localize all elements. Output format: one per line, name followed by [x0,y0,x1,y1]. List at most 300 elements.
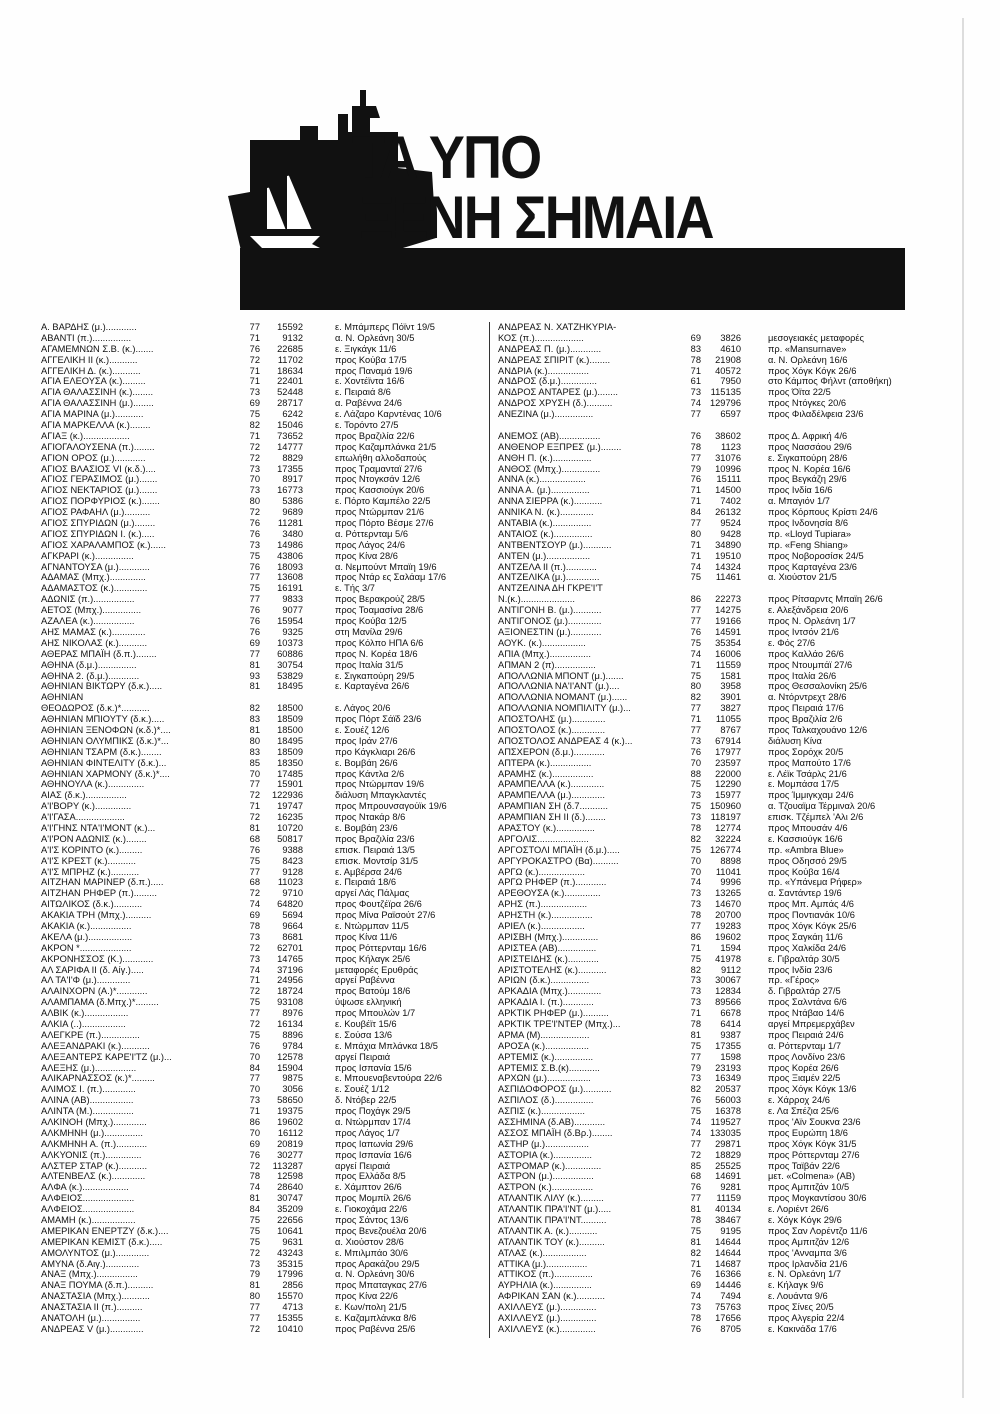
tonnage: 13608 [277,572,303,583]
ship-entry-row [498,1193,958,1204]
build-year: 74 [249,1182,260,1193]
ship-name: ΑΝΑΣΤΑΣΙΑ (Μπχ.)........... [41,1291,150,1302]
ship-entry-row [41,910,491,921]
status: ε. Λάγος 20/6 [335,703,391,714]
status: προς Ν. Κορέα 18/6 [335,648,418,659]
build-year: 72 [249,790,260,801]
ship-entry-row [41,714,491,725]
status: προς Κήλαγκ 25/6 [335,953,411,964]
ship-name: ΑΡΑΜΗΣ (κ.)................ [498,768,594,779]
ship-entry-row [41,747,491,758]
ship-entry-row [498,823,958,834]
ship-entry-row [41,986,491,997]
ship-entry-row [41,529,491,540]
tonnage: 11702 [277,354,303,365]
tonnage: 14777 [277,441,303,452]
ship-entry-row [41,943,491,954]
build-year: 73 [249,463,260,474]
tonnage: 133035 [709,1127,741,1138]
ship-entry-row [41,671,491,682]
ship-name: ΑΛΕΞΑΝΔΡΑΚΙ (κ.)........... [41,1040,150,1051]
status: προς Ντάρ ες Σαλάαμ 17/6 [335,572,447,583]
ship-name: ΑΜΑΜΗ (κ.)................. [41,1215,136,1226]
ship-entry-row [498,943,958,954]
ship-entry-row [498,464,958,475]
ship-name: ΑΝΝΑ ΣΙΕΡΡΑ (κ.)........... [498,496,603,507]
status: ε. Καζαμπλάνκα 8/6 [335,1313,417,1324]
ship-entry-row [498,355,958,366]
tonnage: 3826 [720,332,741,343]
tonnage: 17977 [715,746,741,757]
status: προς Μαπούτο 17/6 [768,757,851,768]
build-year: 75 [249,550,260,561]
ship-name: ΑΘΗΝΙΑΝ ΒΙΚΤΩΡΥ (δ.κ.)..... [41,681,163,692]
build-year: 84 [249,1062,260,1073]
status: α. Νεμπούντ Μπαϊη 19/6 [335,561,437,572]
ship-name: ΑΞΙΟΝΕΣΤΙΝ (μ.)............ [498,626,602,637]
ship-entry-row [41,496,491,507]
ship-entry-row [498,1313,958,1324]
status: ε. Γιοκοχάμα 22/6 [335,1204,408,1215]
build-year: 77 [249,866,260,877]
tonnage: 113287 [272,1160,303,1171]
build-year: 75 [690,1225,701,1236]
ship-name: ΑΛΒΙΚ (κ.)................. [41,1008,129,1019]
tonnage: 50817 [277,833,303,844]
ship-name: ΑΤΤΙΚΑ (μ.)................ [498,1258,588,1269]
ship-name: ΑΜΕΡΙΚΑΝ ΚΕΜΙΣΤ (δ.κ.)..... [41,1236,163,1247]
build-year: 73 [690,790,701,801]
build-year: 72 [249,441,260,452]
build-year: 78 [690,910,701,921]
build-year: 71 [249,430,260,441]
build-year: 72 [249,812,260,823]
build-year: 72 [249,1160,260,1171]
ship-entry-row [498,856,958,867]
tonnage: 16006 [715,648,741,659]
ship-name: ΑΡΑΜΠΙΑΝ ΣΗ (δ.7........... [498,801,608,812]
status: προς Χόγκ Κόγκ 25/6 [768,920,857,931]
ship-entry-row [498,986,958,997]
tonnage: 8896 [282,1029,303,1040]
ship-name: ΑΓΙΑ ΜΑΡΚΕΛΛΑ (κ.)........ [41,420,151,431]
build-year: 71 [690,1008,701,1019]
status: προς Ρίτσαρντς Μπαϊη 26/6 [768,594,883,605]
ship-entry-row [498,1280,958,1291]
status: προς Μπουλών 1/7 [335,1008,416,1019]
tonnage: 9132 [282,332,303,343]
status: προς Ιράν 27/6 [335,735,398,746]
status: προς Κούβα 17/5 [335,354,407,365]
status: ε. Λα Σπέζια 25/6 [768,1106,839,1117]
ship-entry-row [41,899,491,910]
ship-name: ΑΓΙΑ ΘΑΛΑΣΣΙΝΗ (κ.)........ [41,387,154,398]
title-line-2: ΞΕΝΗ ΣΗΜΑΙΑ [359,184,713,252]
ship-name: ΑΣΤΡΟΝ (μ.)................ [498,1171,594,1182]
build-year: 75 [690,572,701,583]
build-year: 82 [249,420,260,431]
ship-entry-row [498,638,958,649]
ship-entry-row [498,1019,958,1030]
ship-name: ΑΡΗΣ (π.).................. [498,899,588,910]
tonnage: 7950 [720,376,741,387]
build-year: 77 [249,322,260,332]
status: προς Κόρπους Κρίστι 24/6 [768,507,878,518]
tonnage: 9664 [282,920,303,931]
status: επισκ. Πειραιά 13/5 [335,844,415,855]
ship-name: ΑΘΕΡΑΣ ΜΠΑΪΗ (δ.π.)........ [41,648,157,659]
tonnage: 67914 [715,735,741,746]
ship-entry-row [498,736,958,747]
ship-entry-row [498,1248,958,1259]
build-year: 76 [249,518,260,529]
status: προς Βεγκάζη 29/6 [768,474,847,485]
status: προς Ταλκαχουάνο 12/6 [768,724,868,735]
ship-name: ΑΛΕΓΚΡΕ (π.)............... [41,1029,140,1040]
build-year: 69 [249,910,260,921]
build-year: 80 [249,1291,260,1302]
ship-entry-row [41,1171,491,1182]
build-year: 73 [690,1302,701,1313]
status: α. Χιούστον 28/6 [335,1236,404,1247]
ship-entry-row [498,834,958,845]
ship-name: ΑΝΔΡΟΣ ΧΡΥΣΗ (δ.).......... [498,398,613,409]
ship-entry-row [498,769,958,780]
status: προς Πειραιά 24/6 [768,1029,844,1040]
ship-entry-row [498,409,958,420]
build-year: 61 [690,376,701,387]
build-year: 88 [690,768,701,779]
ship-entry-row [498,333,958,344]
status: προς Μπουσάν 4/6 [768,822,848,833]
build-year: 71 [690,485,701,496]
ship-name: ΑΝΤΕΝ (μ.)................. [498,550,591,561]
tonnage: 15977 [715,790,741,801]
ship-entry-row [498,616,958,627]
ship-name: ΑΠΟΣΤΟΛΟΣ (κ.)............. [498,724,606,735]
ship-entry-row [498,322,958,333]
build-year: 76 [690,1323,701,1334]
ship-entry-row [498,376,958,387]
build-year: 73 [249,539,260,550]
status: πρ. «Mansurnave» [768,343,847,354]
build-year: 75 [690,670,701,681]
tonnage: 16235 [277,812,303,823]
status: προς Κίνα 22/6 [335,1291,398,1302]
status: προς Ελλάδα 8/5 [335,1171,406,1182]
status: προς Ρόττερνταμ 16/6 [335,942,427,953]
tonnage: 34890 [715,539,741,550]
build-year: 78 [690,354,701,365]
build-year: 77 [249,779,260,790]
build-year: 83 [249,746,260,757]
status: προς Αρακάζου 29/5 [335,1258,420,1269]
ship-name: ΑΣΣΟΣ ΜΠΑΪΗ (δ.Βρ.)........ [498,1127,613,1138]
ship-name: ΑΝΤΙΓΟΝΗ Β. (μ.)........... [498,605,602,616]
status: προς Καζαμπλάνκα 21/5 [335,441,437,452]
ship-name: ΑΜΟΛΥΝΤΟΣ (μ.)............. [41,1247,150,1258]
ship-entry-row [498,649,958,660]
ship-entry-row [498,627,958,638]
build-year: 74 [690,1127,701,1138]
ship-entry-row [498,867,958,878]
ship-entry-row [498,1171,958,1182]
ship-name: ΑΓΙΑ ΘΑΛΑΣΣΙΝΗ (μ.)........ [41,398,154,409]
ship-name: ΑΚΡΟΝ *.................... [41,942,132,953]
ship-entry-row [498,1008,958,1019]
build-year: 73 [690,986,701,997]
build-year: 77 [690,920,701,931]
build-year: 75 [249,997,260,1008]
status: προς Ν. Ορλεάνη 1/7 [768,616,856,627]
tonnage: 64820 [277,899,303,910]
ship-name: ΑΡΙΣΤΟΤΕΛΗΣ (κ.)........... [498,964,607,975]
build-year: 73 [249,931,260,942]
ship-name: ΑΛΦΕΙΟΣ.................... [41,1193,135,1204]
status: ε. Σιγκαπούρη 29/5 [335,670,415,681]
ship-entry-row [41,758,491,769]
build-year: 76 [249,1149,260,1160]
ship-name: ΑΣΤΟΡΙΑ (κ.)............... [498,1149,592,1160]
build-year: 77 [249,648,260,659]
ship-entry-row [41,1073,491,1084]
ship-name: ΑΜΕΡΙΚΑΝ ΕΝΕΡΤΖΥ (δ.κ.).... [41,1225,169,1236]
ship-entry-row [498,1117,958,1128]
ship-entry-row [498,474,958,485]
status: προς Ισπανία 15/6 [335,1062,412,1073]
build-year: 78 [249,1171,260,1182]
build-year: 71 [690,539,701,550]
tonnage: 14765 [277,953,303,964]
status: προς Ταϊβάν 22/6 [768,1160,840,1171]
build-year: 72 [249,354,260,365]
ship-name: ΑΠΟΣΤΟΛΟΣ ΑΝΔΡΕΑΣ 4 (κ.)... [498,735,633,746]
ship-entry-row [41,769,491,780]
tonnage: 10410 [277,1323,303,1334]
ship-name: ΑΘΗΝΙΑΝ ΧΑΡΜΟΝΥ (δ.κ.)*.... [41,768,170,779]
ship-entry-row [498,431,958,442]
ship-entry-row [41,398,491,409]
ship-entry-row [498,453,958,464]
ship-name: ΑΓΓΕΛΙΚΗ Δ. (κ.)........... [41,365,141,376]
tonnage: 8705 [720,1323,741,1334]
tonnage: 7494 [720,1291,741,1302]
tonnage: 17996 [277,1269,303,1280]
status: πρ. «Ambra Blue» [768,844,844,855]
status: προς Φουτζέϊρα 26/6 [335,899,422,910]
status: ε. Βομβάη 23/6 [335,822,398,833]
build-year: 75 [690,1040,701,1051]
status: ε. Λοριέντ 26/6 [768,1204,829,1215]
tonnage: 11559 [715,659,741,670]
tonnage: 7402 [720,496,741,507]
build-year: 75 [690,844,701,855]
tonnage: 43806 [277,550,303,561]
ship-name: ΑΓΙΟΣ ΡΑΦΑΗΛ (μ.).......... [41,507,151,518]
tonnage: 12578 [277,1051,303,1062]
tonnage: 18093 [277,561,303,572]
status: προς Σορόχκ 20/5 [768,746,844,757]
status: προς Ντώρμπαν 19/6 [335,779,425,790]
status: α. Ντόρντρεχτ 28/6 [768,692,847,703]
ship-name: ΑΔΑΜΑΣ (Μπχ.).............. [41,572,146,583]
ship-name: ΑΛΙΝΤΑ (Μ.)................ [41,1106,134,1117]
ship-name: ΑΡΙΣΤΕΙΔΗΣ (κ.)............ [498,953,599,964]
tonnage: 9077 [282,605,303,616]
tonnage: 18350 [277,757,303,768]
ship-name: ΑΝΑΞ ΠΟΥΜΑ (δ.π.).......... [41,1280,154,1291]
build-year: 86 [690,594,701,605]
status: προς Χόγκ Κόγκ 13/6 [768,1084,857,1095]
build-year: 69 [249,1138,260,1149]
build-year: 76 [690,746,701,757]
status: επωλήθη αλλοδαπούς [335,452,427,463]
ship-name: ΑΣΤΗΡ (μ.)................. [498,1138,589,1149]
status: δ. Ντόβερ 22/5 [335,1095,397,1106]
build-year: 80 [690,681,701,692]
ship-name: ΑΤΛΑΣ (κ.)................. [498,1247,587,1258]
tonnage: 17355 [277,463,303,474]
status: ε. Καρταγένα 26/6 [335,681,410,692]
build-year: 73 [249,953,260,964]
ship-entry-row [498,932,958,943]
status: προς Μπρουνσαγούϊκ 19/6 [335,801,447,812]
build-year: 70 [690,855,701,866]
tonnage: 89566 [715,997,741,1008]
ship-name: ΑΘΗΝΙΑΝ ΟΛΥΜΠΙΚΣ (δ.κ.)*... [41,735,169,746]
build-year: 85 [249,757,260,768]
tonnage: 19602 [277,1117,303,1128]
status: προς Τοαμασίνα 28/6 [335,605,424,616]
ship-name: ΑΝΘΗ Π. (κ.)............... [498,452,592,463]
ship-entry-row [41,583,491,594]
build-year: 85 [690,1160,701,1171]
ship-name: ΑΘΗΝΙΑΝ ΞΕΝΟΦΩΝ (κ.δ.)*.... [41,724,171,735]
ship-entry-row [498,779,958,790]
ship-entry-row [41,1302,491,1313]
tonnage: 23597 [715,757,741,768]
build-year: 79 [690,1062,701,1073]
ship-entry-row [41,474,491,485]
ship-entry-row [41,333,491,344]
tonnage: 18634 [277,365,303,376]
ship-entry-row [41,355,491,366]
ship-entry-row [41,1128,491,1139]
status: ε. Πειραιά 18/6 [335,877,397,888]
tonnage: 37196 [277,964,303,975]
status: προς Κίνα 11/6 [335,931,398,942]
ship-name: ΑΡΓΩ (κ.).................. [498,866,585,877]
status: προς Ιταλία 26/6 [768,670,837,681]
ship-name: ΑΛ ΣΑΡΙΦΑ ΙΙ (δ. Αίγ.)..... [41,964,144,975]
ship-name: ΑΡΧΩΝ (μ.)................. [498,1073,591,1084]
status: προς Δ. Αφρική 4/6 [768,430,848,441]
build-year: 83 [690,343,701,354]
ship-entry-row [498,540,958,551]
tonnage: 16112 [277,1127,303,1138]
ship-name: ΑΡΓΩ ΡΗΦΕΡ (π.)............ [498,877,607,888]
build-year: 82 [249,703,260,714]
ship-entry-row [41,823,491,834]
build-year: 75 [249,1225,260,1236]
tonnage: 40572 [715,365,741,376]
tonnage: 3901 [720,692,741,703]
build-year: 69 [249,398,260,409]
status: δ. Γιβραλτάρ 27/5 [768,986,841,997]
ship-name: ΑΓΙΟΝ ΟΡΟΣ (μ.)............ [41,452,146,463]
tonnage: 3827 [720,703,741,714]
status: προς Ποχάγκ 29/5 [335,1106,411,1117]
status: α. Ρόττερνταμ 1/7 [768,1040,841,1051]
build-year: 78 [690,1215,701,1226]
ship-name: ΑΧΙΛΛΕΥΣ (μ.).............. [498,1313,597,1324]
tonnage: 31076 [715,452,741,463]
ship-name: ΑΓΙΟΣ ΣΠΥΡΙΔΩΝ (μ.)........ [41,518,156,529]
tonnage: 17355 [715,1040,741,1051]
build-year: 77 [690,518,701,529]
status: ε. Κασσιούγκ 16/6 [768,833,843,844]
ship-name: ΑΙΤΩΛΙΚΟΣ (δ.κ.)........... [41,899,143,910]
ship-name: ΑΛΤΕΝΒΕΛΣ (κ.)............. [41,1171,146,1182]
build-year: 70 [249,1127,260,1138]
tonnage: 10720 [277,822,303,833]
build-year: 81 [249,1280,260,1291]
ship-entry-row [41,845,491,856]
status: α. Ν. Ορλεάνη 16/6 [768,354,848,365]
ship-name: ΑΤΛΑΝΤΙΚ ΠΡΑ'Ι'ΝΤ.......... [498,1215,607,1226]
tonnage: 15954 [277,616,303,627]
status: ε. Τορόντο 27/5 [335,420,399,431]
tonnage: 8976 [282,1008,303,1019]
ship-name: ΑΦΡΙΚΑΝ ΣΑΝ (κ.)........... [498,1291,605,1302]
tonnage: 9784 [282,1040,303,1051]
ship-entry-row [41,616,491,627]
ship-name: ΑΓΙΟΓΑΛΟΥΣΕΝΑ (π.)........ [41,441,155,452]
ship-entry-row [41,594,491,605]
status: ε. Αμβέρσα 24/6 [335,866,402,877]
ship-entry-row [41,736,491,747]
ship-name: ΑΛΚΙΝΟΗ (Μπχ.)............. [41,1117,147,1128]
ship-name: ΑΛΦΑ (κ.).................. [41,1182,129,1193]
ship-entry-row [41,344,491,355]
tonnage: 11159 [716,1193,741,1204]
status: προς Χαλκίδα 24/6 [768,942,847,953]
ship-name: ΑΠΟΛΛΩΝΙΑ ΝΟΜΑΝΤ (μ.)...... [498,692,628,703]
build-year: 73 [690,975,701,986]
status: α. Μπαγιόν 1/7 [768,496,830,507]
ship-name: ΑΔΩΝΙΣ (π.)................ [41,594,135,605]
ship-name: ΑΡΚΤΙΚ ΡΗΦΕΡ (μ.).......... [498,1008,609,1019]
ship-name: ΑΖΑΛΕΑ (κ.)................ [41,616,135,627]
tonnage: 30277 [277,1149,303,1160]
ship-entry-row [41,1324,491,1335]
ship-entry-row [41,975,491,986]
tonnage: 35209 [277,1204,303,1215]
ship-name: ΑΡΗΣΤΗ (κ.)................ [498,910,593,921]
ship-entry-row [41,605,491,616]
status: ε. Ντώρμπαν 11/5 [335,920,409,931]
build-year: 75 [249,1215,260,1226]
ship-name: ΑΓΙΟΣ ΒΛΑΣΙΟΣ VI (κ.δ.).... [41,463,156,474]
build-year: 70 [249,1084,260,1095]
tonnage: 38602 [715,430,741,441]
ship-entry-row [498,1259,958,1270]
build-year: 74 [690,648,701,659]
ship-entry-row [498,1182,958,1193]
status: επισκ. Μοντσίρ 31/5 [335,855,419,866]
ship-name: ΑΡΙΕΛ (κ.)................. [498,920,585,931]
build-year: 80 [690,528,701,539]
